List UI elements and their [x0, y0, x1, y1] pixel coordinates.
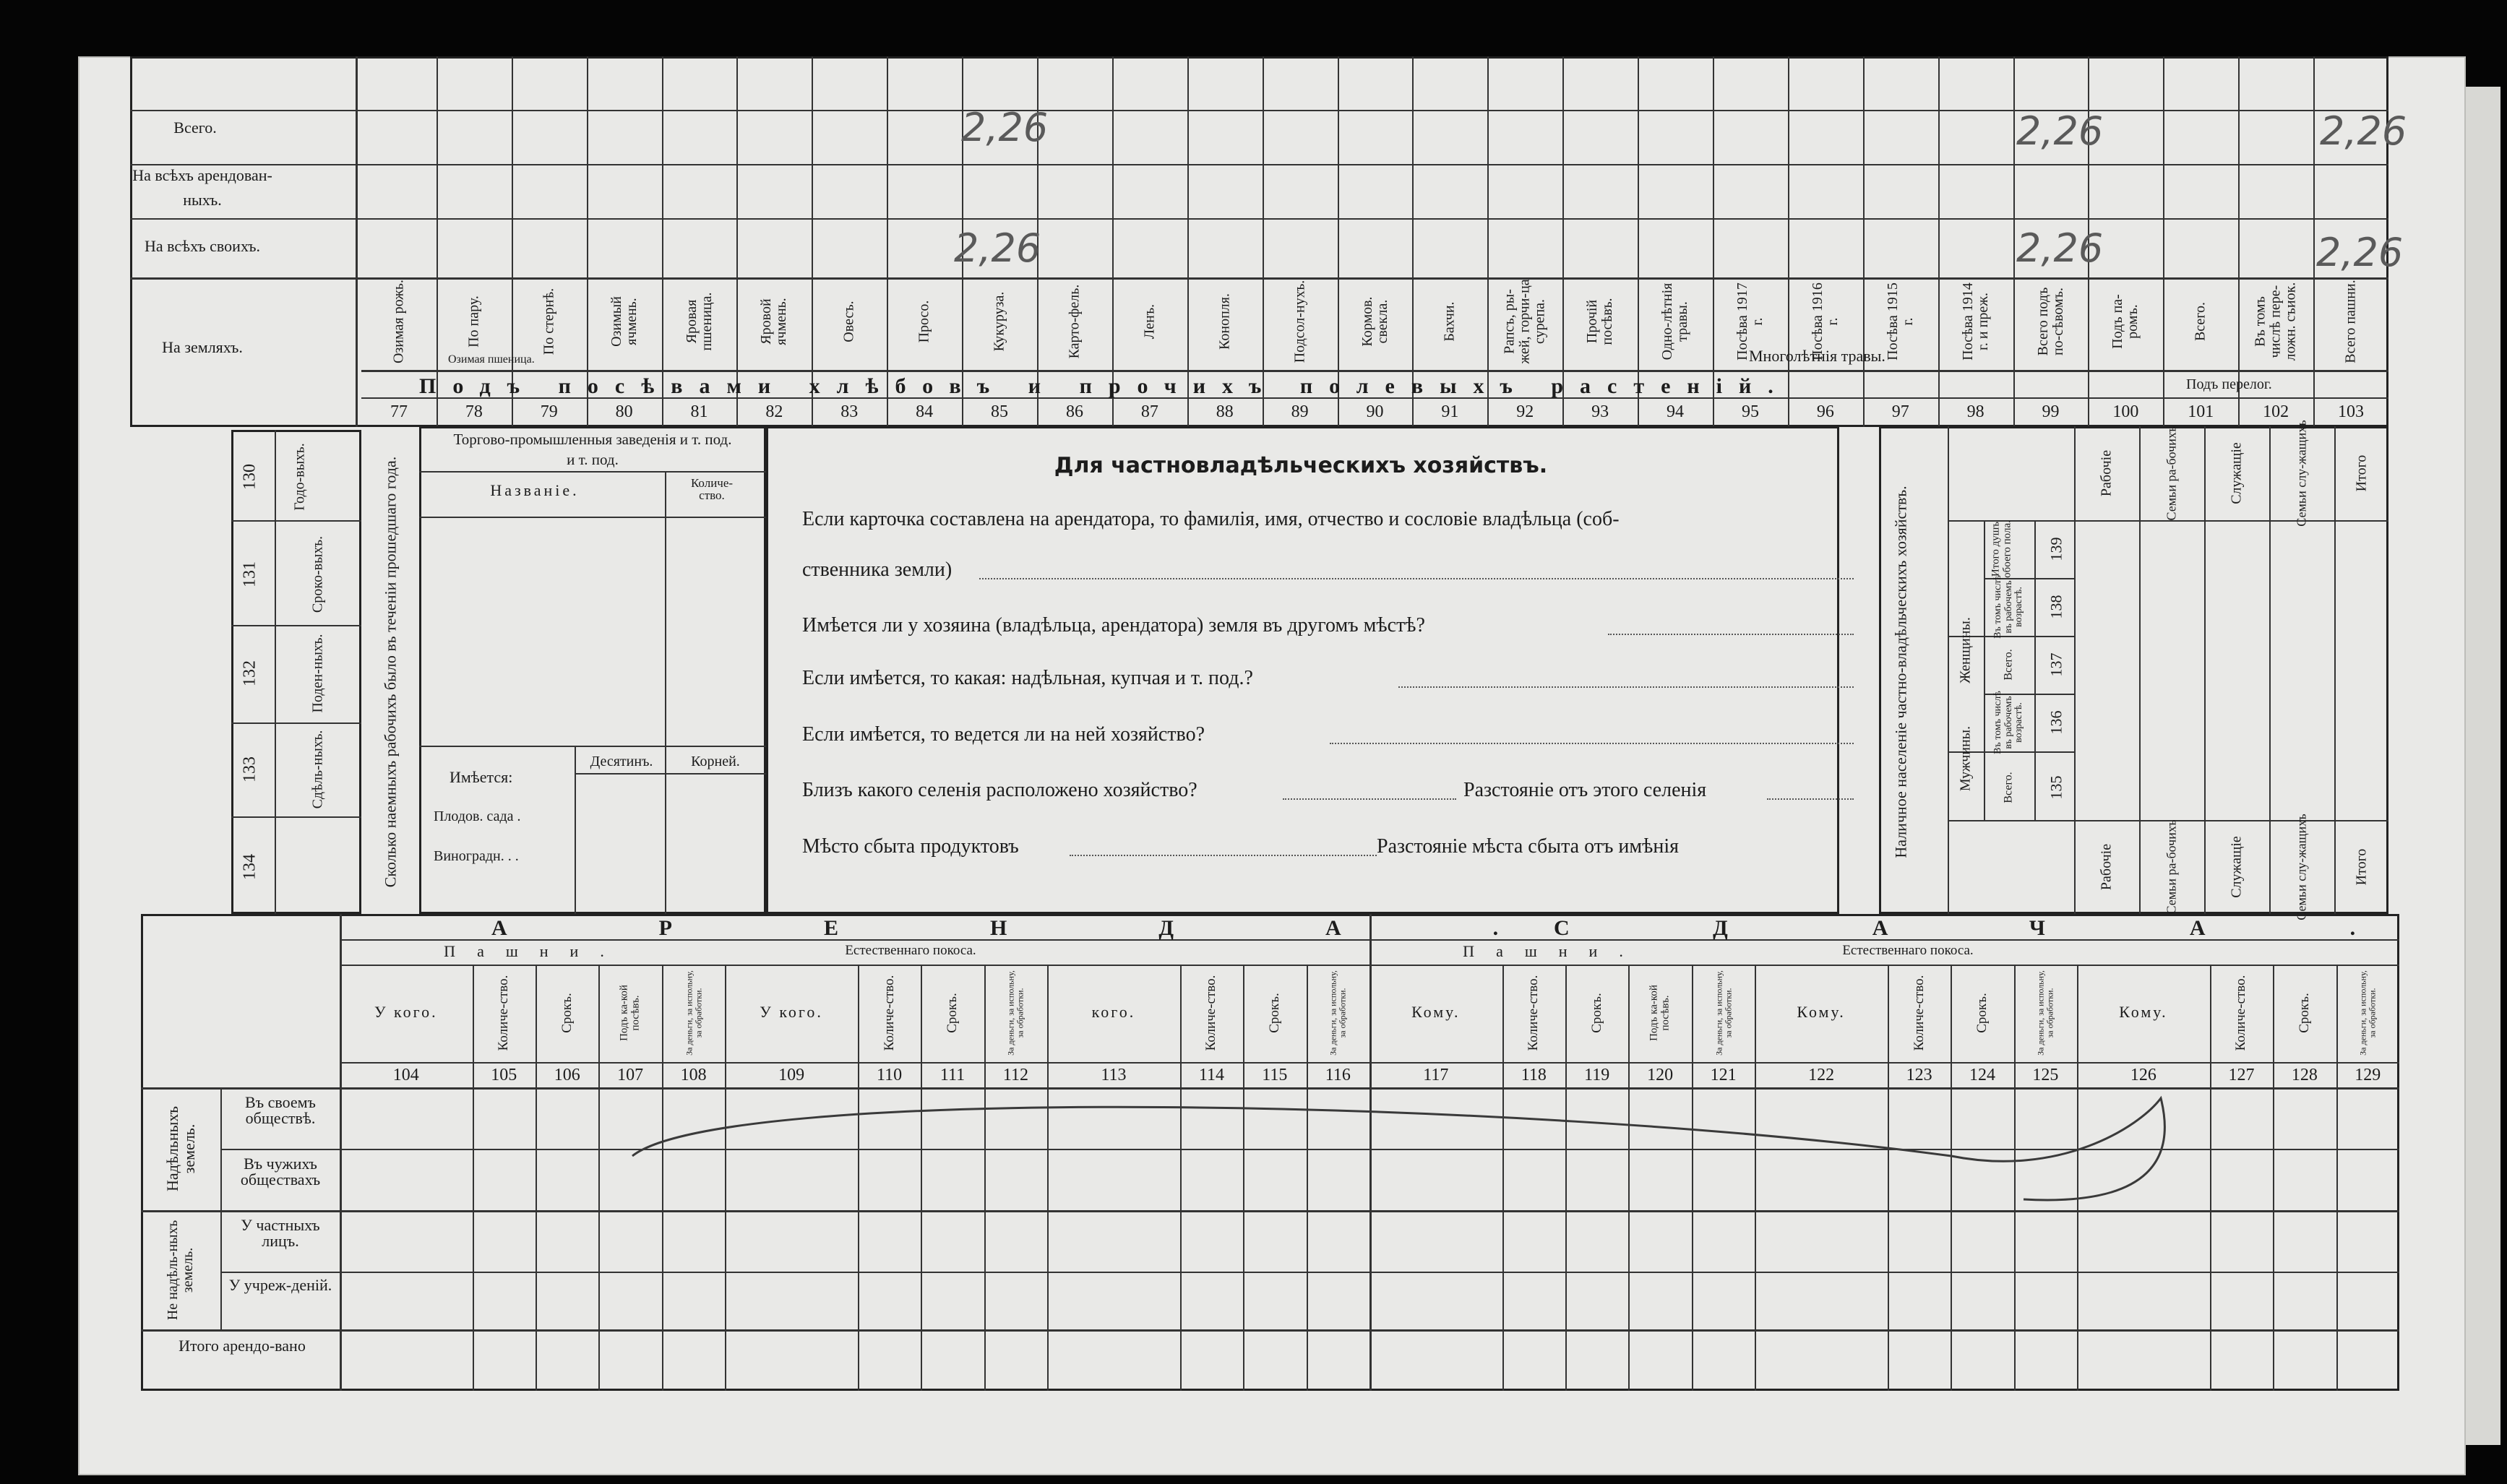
lease-col-number: 109 — [778, 1066, 805, 1084]
band-title: Подъ посѣвами хлѣбовъ и прочихъ полевыхъ растенiй. — [419, 374, 1790, 398]
lease-col-label: У кого. — [374, 1003, 438, 1021]
row-uchrezh: У учреж-денiй. — [228, 1276, 332, 1294]
lease-col-number: 110 — [877, 1066, 903, 1084]
trade-name-header: Названiе. — [490, 481, 580, 499]
crop-col-number: 80 — [615, 402, 633, 421]
lease-col-label: У кого. — [760, 1003, 823, 1021]
pop-num: 136 — [2047, 710, 2065, 735]
crop-col-number: 88 — [1216, 402, 1234, 421]
lease-col-label: Количе-ство. — [1203, 975, 1219, 1051]
crop-col-number: 81 — [690, 402, 708, 421]
pop-col-rabochie: Рабочiе — [2098, 449, 2115, 497]
pop-col-semi-sl-2: Семьи слу-жащихъ — [2294, 814, 2309, 920]
lease-col-label: кого. — [1091, 1003, 1136, 1021]
arenda-title: АРЕНДА. — [491, 916, 1651, 940]
lease-col-number: 124 — [1969, 1066, 1995, 1084]
row-label-arend: На всѣхъ арендован- — [132, 166, 272, 184]
pop-col-semi-sl: Семьи слу-жащихъ — [2294, 420, 2309, 527]
pop-col-itogo: Итого — [2353, 454, 2370, 492]
lease-col-number: 121 — [1710, 1066, 1737, 1084]
lease-col-number: 106 — [554, 1066, 580, 1084]
lease-col-number: 119 — [1584, 1066, 1610, 1084]
crop-col-label: Озимый ячмень. — [608, 296, 640, 347]
lease-col-number: 116 — [1325, 1066, 1351, 1084]
handwritten-value: 2,26 — [2316, 230, 2404, 275]
trade-qty-header: Количе-ство. — [690, 476, 734, 502]
crop-col-number: 89 — [1291, 402, 1309, 421]
row-label-na-zemlyah: На земляхъ. — [162, 338, 243, 356]
private-title: Для частновладѣльческихъ хозяйствъ. — [1054, 453, 1548, 478]
lease-col-label: Срокъ. — [945, 993, 960, 1033]
private-q3: Если имѣется, то какая: надѣльная, купчая и т. под.? — [802, 667, 1253, 689]
pod-perelog: Подъ перелог. — [2186, 376, 2272, 392]
private-q6: Мѣсто сбыта продуктовъ — [802, 835, 1019, 858]
crop-col-number: 91 — [1441, 402, 1459, 421]
lease-col-label: За деньги, за испольну, за обработки. — [1328, 970, 1348, 1056]
lease-col-number: 127 — [2228, 1066, 2255, 1084]
row-label-vsego: Всего. — [173, 118, 217, 137]
crop-col-label: Всего подъ по-сѣвомъ. — [2034, 287, 2066, 356]
zhen-vtom: Въ томъ числѣ въ рабочемъ возрастѣ. — [1992, 575, 2025, 639]
pop-col-itogo-2: Итого — [2353, 848, 2370, 886]
crop-col-number: 100 — [2112, 402, 2139, 421]
korney-header: Корней. — [691, 754, 740, 769]
pop-num: 137 — [2047, 652, 2065, 677]
row-label-svoih: На всѣхъ своихъ. — [145, 237, 260, 255]
lease-col-label: Количе-ство. — [2233, 975, 2249, 1051]
crop-col-number: 82 — [765, 402, 783, 421]
worker-num: 131 — [240, 561, 259, 587]
private-q2: Имѣется ли у хозяина (владѣльца, арендатора) земля въ другомъ мѣстѣ? — [802, 614, 1425, 637]
lease-col-label: За деньги, за испольну, за обработки. — [1713, 970, 1733, 1056]
lease-col-label: Кому. — [1797, 1003, 1846, 1021]
crop-col-label: Овесъ. — [840, 301, 857, 342]
mnogoletnie-travy: Многолѣтнiя травы. — [1749, 347, 1885, 365]
crop-col-label: Посѣва 1917 г. — [1734, 282, 1766, 361]
crop-col-label: Просо. — [916, 300, 932, 343]
pop-col-semi-rab: Семьи ра-бочихъ — [2164, 426, 2179, 521]
lease-col-label: Количе-ство. — [1526, 975, 1541, 1051]
lease-col-label: Количе-ство. — [1911, 975, 1927, 1051]
crop-col-number: 90 — [1366, 402, 1384, 421]
lease-col-number: 117 — [1423, 1066, 1449, 1084]
arenda-pokos: Естественнаго покоса. — [845, 943, 976, 958]
crop-col-label: Кукуруза. — [991, 291, 1007, 352]
sdacha-pokos: Естественнаго покоса. — [1842, 943, 1974, 958]
crop-col-number: 94 — [1667, 402, 1685, 421]
private-q1: Если карточка составлена на арендатора, то фамилiя, имя, отчество и сословiе владѣльца (соб- — [802, 508, 1620, 530]
crop-col-number: 103 — [2338, 402, 2365, 421]
lease-col-number: 129 — [2355, 1066, 2381, 1084]
crop-col-number: 97 — [1891, 402, 1909, 421]
crop-col-label: По стернѣ. — [541, 288, 557, 355]
crop-col-label: Прочiй посѣвъ. — [1584, 298, 1616, 345]
crop-col-label: Всего. — [2192, 301, 2209, 342]
private-q1b: ственника земли) — [802, 558, 953, 581]
crop-col-label: Конопля. — [1216, 293, 1233, 350]
pop-num: 138 — [2047, 595, 2065, 619]
worker-num: 133 — [240, 756, 259, 782]
pop-col-semi-rab-2: Семьи ра-бочихъ — [2164, 819, 2179, 915]
muzh-vsego: Всего. — [2002, 772, 2015, 803]
crop-col-label: Въ томъ числѣ пере-ложн. съиок. — [2252, 282, 2299, 361]
lease-col-label: Количе-ство. — [496, 975, 512, 1051]
crop-col-label: Всего пашни. — [2342, 280, 2359, 363]
crop-col-number: 84 — [916, 402, 934, 421]
lease-col-label: Срокъ. — [559, 993, 575, 1033]
row-label-arend2: ныхъ. — [183, 191, 222, 209]
crop-col-label: Посѣва 1916 г. — [1809, 282, 1841, 361]
crop-col-label: Ленъ. — [1141, 303, 1158, 340]
crop-col-number: 85 — [991, 402, 1009, 421]
lease-col-label: За деньги, за испольну, за обработки. — [1005, 970, 1025, 1056]
sady-label: Плодов. сада . — [434, 808, 521, 824]
lease-col-number: 126 — [2130, 1066, 2156, 1084]
lease-col-label: Срокъ. — [1974, 993, 1990, 1033]
crop-col-label: Подсол-нухъ. — [1291, 280, 1308, 363]
worker-num: 130 — [240, 464, 259, 490]
crop-col-number: 77 — [390, 402, 408, 421]
trade-title: Торгово-промышленныя заведенiя и т. под. — [453, 431, 732, 448]
lease-col-number: 114 — [1198, 1066, 1224, 1084]
private-q6b: Разстоянiе мѣста сбыта отъ имѣнiя — [1377, 835, 1679, 858]
worker-num: 132 — [240, 660, 259, 686]
lease-col-label: За деньги, за испольну, за обработки. — [683, 970, 703, 1056]
lease-col-number: 108 — [680, 1066, 707, 1084]
worker-num: 134 — [240, 854, 259, 880]
workers-vertical-title: Сколько наемныхъ рабочихъ было въ теченiи прошедшаго года. — [381, 456, 400, 888]
crop-col-label: Рапсъ, ры-жей, горчи-ца сурепа. — [1501, 279, 1548, 364]
crop-col-label: Озимая рожь. — [390, 279, 407, 364]
lease-col-label: Количе-ство. — [881, 975, 897, 1051]
pop-col-sluzh-2: Служащiе — [2228, 836, 2245, 898]
ozimaya-pshenitsa: Озимая пшеница. — [448, 353, 535, 366]
pop-num: 135 — [2047, 775, 2065, 800]
handwritten-value: 2,26 — [961, 105, 1049, 150]
crop-col-label: Яровой ячмень. — [758, 298, 790, 345]
lease-col-number: 107 — [617, 1066, 644, 1084]
lease-col-number: 104 — [392, 1066, 419, 1084]
vinograd-label: Виноградн. . . — [434, 848, 519, 864]
crop-col-number: 98 — [1966, 402, 1984, 421]
lease-col-number: 125 — [2032, 1066, 2059, 1084]
lease-col-number: 112 — [1002, 1066, 1028, 1084]
population-vertical-title: Наличное населенiе частно-владѣльческихъ хозяйствъ. — [1891, 486, 1910, 858]
handwritten-value: 2,26 — [2016, 108, 2104, 154]
row-svoem: Въ своемъ обществѣ. — [245, 1093, 316, 1127]
lease-col-number: 128 — [2291, 1066, 2318, 1084]
crop-col-number: 96 — [1816, 402, 1834, 421]
lease-col-number: 113 — [1101, 1066, 1127, 1084]
lease-col-label: Срокъ. — [1588, 993, 1604, 1033]
muzh-vtom: Въ томъ числѣ въ рабочемъ возрастѣ. — [1992, 691, 2025, 754]
worker-label: Сдѣль-ныхъ. — [309, 730, 326, 809]
crop-col-label: Посѣва 1915 г. — [1884, 282, 1916, 361]
muzh-label: Мужчины. — [1957, 725, 1974, 792]
lease-col-label: За деньги, за испольну, за обработки. — [2035, 970, 2055, 1056]
crop-col-number: 95 — [1741, 402, 1759, 421]
row-chuzhih: Въ чужихъ обществахъ — [240, 1155, 321, 1189]
handwritten-value: 2,26 — [2320, 108, 2407, 154]
row-itogo: Итого арендо-вано — [179, 1337, 306, 1355]
worker-label: Поден-ныхъ. — [309, 634, 326, 713]
itogo-dush: Итого душъ обоего пола. — [1990, 520, 2013, 578]
private-q5b: Разстоянiе отъ этого селенiя — [1463, 779, 1707, 801]
lease-col-number: 115 — [1262, 1066, 1288, 1084]
crop-col-number: 99 — [2042, 402, 2060, 421]
worker-label: Сроко-выхъ. — [309, 535, 326, 613]
private-q4: Если имѣется, то ведется ли на ней хозяйство? — [802, 723, 1205, 746]
lease-col-label: Подъ ка-кой посѣвъ. — [618, 985, 642, 1041]
crop-col-label: Кормов. свекла. — [1359, 296, 1390, 347]
crop-col-label: Бахчи. — [1441, 301, 1458, 342]
crop-col-label: Подъ па-ромъ. — [2110, 294, 2141, 349]
handwritten-value: 2,26 — [2016, 225, 2104, 271]
desyatin-header: Десятинъ. — [590, 754, 653, 769]
lease-col-label: Подъ ка-кой посѣвъ. — [1648, 985, 1672, 1041]
pop-col-sluzh: Служащiе — [2228, 442, 2245, 504]
lease-col-label: Кому. — [2119, 1003, 2168, 1021]
crop-col-number: 93 — [1591, 402, 1609, 421]
crop-col-label: Посѣва 1914 г. и преж. — [1959, 282, 1991, 361]
lease-col-label: Кому. — [1411, 1003, 1461, 1021]
pop-num: 139 — [2047, 537, 2065, 561]
nadel-label: Надѣльныхъ земель. — [163, 1106, 198, 1191]
sdacha-pashni: Пашни. — [1463, 942, 1645, 960]
zhen-vsego: Всего. — [2002, 649, 2015, 681]
crop-col-number: 92 — [1516, 402, 1534, 421]
crop-col-number: 86 — [1065, 402, 1083, 421]
crop-col-number: 79 — [540, 402, 558, 421]
lease-col-number: 120 — [1647, 1066, 1674, 1084]
pop-col-rabochie-2: Рабочiе — [2098, 843, 2115, 891]
lease-col-number: 123 — [1906, 1066, 1932, 1084]
lease-col-number: 105 — [491, 1066, 517, 1084]
zhen-label: Женщины. — [1957, 617, 1974, 683]
imeetsya-label: Имѣется: — [450, 768, 513, 786]
lease-col-number: 122 — [1808, 1066, 1835, 1084]
crop-col-number: 102 — [2263, 402, 2289, 421]
crop-col-number: 87 — [1140, 402, 1158, 421]
row-chastnyh: У частныхъ лицъ. — [241, 1216, 320, 1250]
handwritten-value: 2,26 — [954, 225, 1041, 271]
crop-col-label: По пару. — [465, 295, 482, 348]
crop-col-number: 78 — [465, 402, 483, 421]
crop-col-number: 83 — [840, 402, 859, 421]
lease-col-number: 118 — [1521, 1066, 1547, 1084]
crop-col-label: Яровая пшеница. — [683, 292, 715, 351]
private-q5: Близъ какого селенiя расположено хозяйство? — [802, 779, 1197, 801]
arenda-pashni: Пашни. — [444, 942, 626, 960]
sdacha-title: СДАЧА. — [1554, 916, 2500, 940]
crop-col-label: Карто-фель. — [1066, 284, 1083, 359]
crop-col-number: 101 — [2188, 402, 2214, 421]
ne-nadel-label: Не надѣль-ныхъ земель. — [165, 1220, 196, 1321]
lease-col-number: 111 — [939, 1066, 966, 1084]
lease-col-label: Срокъ. — [2296, 993, 2312, 1033]
crop-col-label: Одно-лѣтнiя травы. — [1659, 282, 1691, 361]
worker-label: Годо-выхъ. — [291, 443, 308, 511]
lease-col-label: За деньги, за испольну, за обработки. — [2357, 970, 2378, 1056]
lease-col-label: Срокъ. — [1266, 993, 1282, 1033]
